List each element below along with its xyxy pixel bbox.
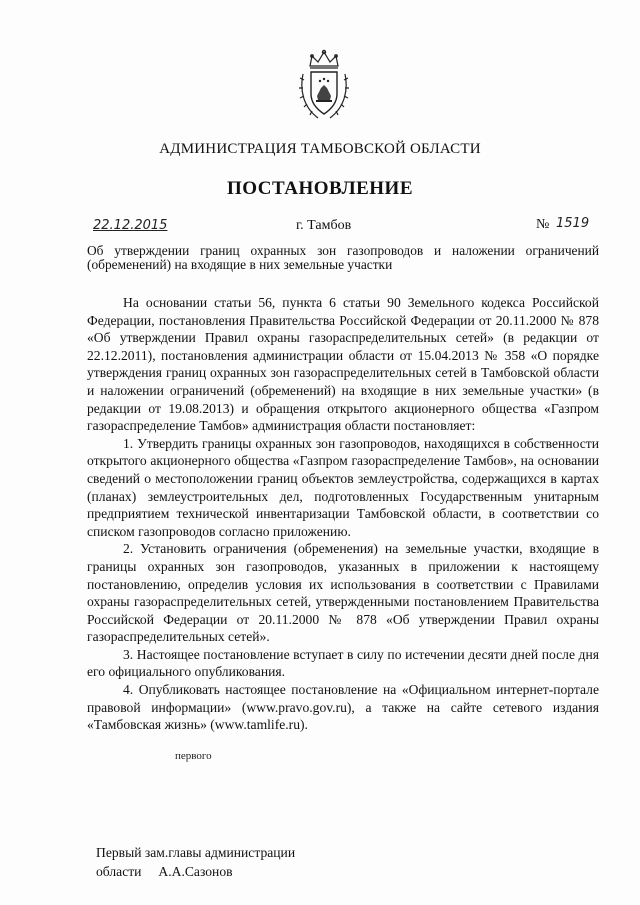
document-city: г. Тамбов [296, 218, 352, 233]
list-item: 2. Установить ограничения (обременения) на земельные участки, входящие в границы охранных зон газопроводов, указанных в приложении к настоящему постановлению, определив условия их использования в соответствии с Правилами охраны газораспределительных сетей, утвержденными постановлением Правительства Российской Федерации от 20.11.2000 № 878 «Об утверждении Правил охраны газораспределительных сетей». [87, 541, 599, 645]
preamble-paragraph: На основании статьи 56, пункта 6 статьи 90 Земельного кодекса Российской Федерации, постановления Правительства Российской Федерации от 20.11.2000 № 878 «Об утверждении Правил охраны газораспределительных сетей» (в редакции от 22.12.2011), постановления администрации области от 15.04.2013 № 358 «О порядке утверждения границ охранных зон газораспределительных сетей в Тамбовской области и наложении ограничений (обременений) на входящие в них земельные участки» (в редакции от 19.08.2013) и обращения открытого акционерного общества «Газпром газораспределение Тамбов» администрация области постановляет: [87, 295, 599, 434]
list-item: 1. Утвердить границы охранных зон газопроводов, находящихся в собственности открытого акционерного общества «Газпром газораспределение Тамбов», на основании сведений о местоположении границ объектов землеустройства, содержащихся в картах (планах) землеустроительных дел, подготовленных Государственным унитарным предприятием технической инвентаризации Тамбовской области, в соответствии со списком газопроводов согласно приложению. [87, 435, 599, 539]
tambov-coat-of-arms-icon [298, 48, 350, 122]
signature-block [96, 843, 295, 881]
document-number-label: № [536, 217, 550, 232]
document-date: 22.12.2015 [93, 218, 168, 233]
signature-name: области А.А.Сазонов [96, 864, 233, 879]
list-item: 3. Настоящее постановление вступает в силу по истечении десяти дней после дня его официального опубликования. [87, 646, 599, 680]
document-type-title: ПОСТАНОВЛЕНИЕ [226, 178, 414, 199]
document-number: 1519 [556, 216, 590, 231]
signature-position: Первый зам.главы администрации [96, 845, 296, 860]
document-body [87, 294, 599, 734]
list-item: 4. Опубликовать настоящее постановление на «Официальном интернет-портале правовой информации» (www.pravo.gov.ru), а также на сайте сетевого издания «Тамбовская жизнь» (www.tamlife.ru). [87, 682, 599, 733]
document-subject: Об утверждении границ охранных зон газопроводов и наложении ограничений (обременений) на входящие в них земельные участки [87, 243, 599, 272]
organization-title: АДМИНИСТРАЦИЯ ТАМБОВСКОЙ ОБЛАСТИ [159, 141, 481, 157]
handwritten-insert: первого [175, 750, 212, 762]
